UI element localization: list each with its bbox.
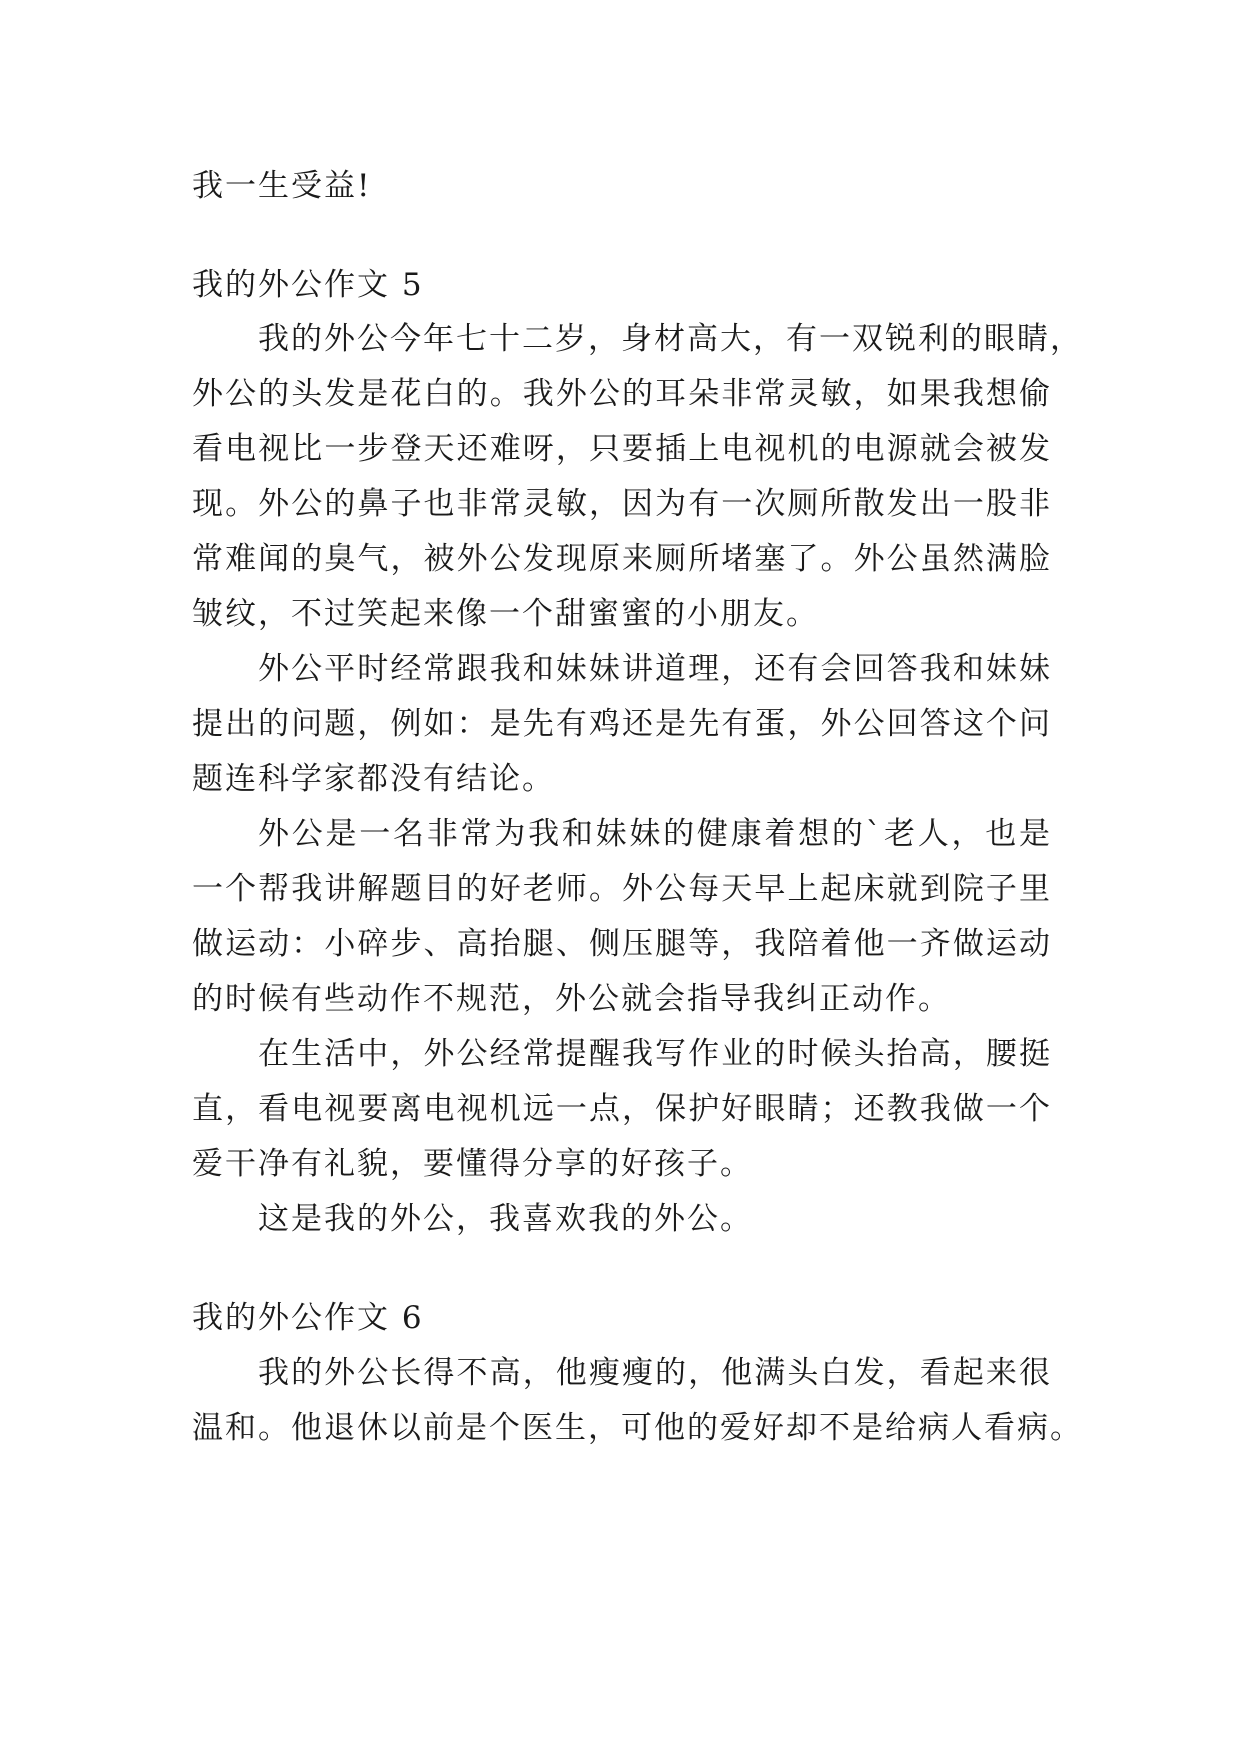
paragraph-line: 我的外公今年七十二岁，身材高大，有一双锐利的眼睛， <box>258 321 1083 357</box>
paragraph-line: 爱干净有礼貌，要懂得分享的好孩子。 <box>192 1146 753 1182</box>
paragraph-line: 我的外公长得不高，他瘦瘦的，他满头白发，看起来很 <box>258 1355 1052 1391</box>
paragraph-line: 题连科学家都没有结论。 <box>192 761 555 797</box>
paragraph-line: 外公的头发是花白的。我外公的耳朵非常灵敏，如果我想偷 <box>192 376 1052 412</box>
paragraph-line: 皱纹，不过笑起来像一个甜蜜蜜的小朋友。 <box>192 596 819 632</box>
paragraph-line: 做运动：小碎步、高抬腿、侧压腿等，我陪着他一齐做运动 <box>192 926 1052 962</box>
section-heading: 我的外公作文 6 <box>192 1300 424 1336</box>
paragraph-line: 提出的问题，例如：是先有鸡还是先有蛋，外公回答这个问 <box>192 706 1052 742</box>
paragraph-line: 外公平时经常跟我和妹妹讲道理，还有会回答我和妹妹 <box>258 651 1052 687</box>
paragraph-line: 这是我的外公，我喜欢我的外公。 <box>258 1201 753 1237</box>
paragraph-line: 外公是一名非常为我和妹妹的健康着想的`老人，也是 <box>258 816 1052 852</box>
paragraph-line: 的时候有些动作不规范，外公就会指导我纠正动作。 <box>192 981 951 1017</box>
paragraph-line: 看电视比一步登天还难呀，只要插上电视机的电源就会被发 <box>192 431 1052 467</box>
paragraph-line: 现。外公的鼻子也非常灵敏，因为有一次厕所散发出一股非 <box>192 486 1052 522</box>
paragraph-line: 一个帮我讲解题目的好老师。外公每天早上起床就到院子里 <box>192 871 1052 907</box>
paragraph-line: 温和。他退休以前是个医生，可他的爱好却不是给病人看病。 <box>192 1410 1083 1446</box>
section-heading: 我的外公作文 5 <box>192 267 424 303</box>
text-line: 我一生受益! <box>192 168 372 204</box>
paragraph-line: 直，看电视要离电视机远一点，保护好眼睛；还教我做一个 <box>192 1091 1052 1127</box>
paragraph-line: 在生活中，外公经常提醒我写作业的时候头抬高，腰挺 <box>258 1036 1052 1072</box>
paragraph-line: 常难闻的臭气，被外公发现原来厕所堵塞了。外公虽然满脸 <box>192 541 1052 577</box>
